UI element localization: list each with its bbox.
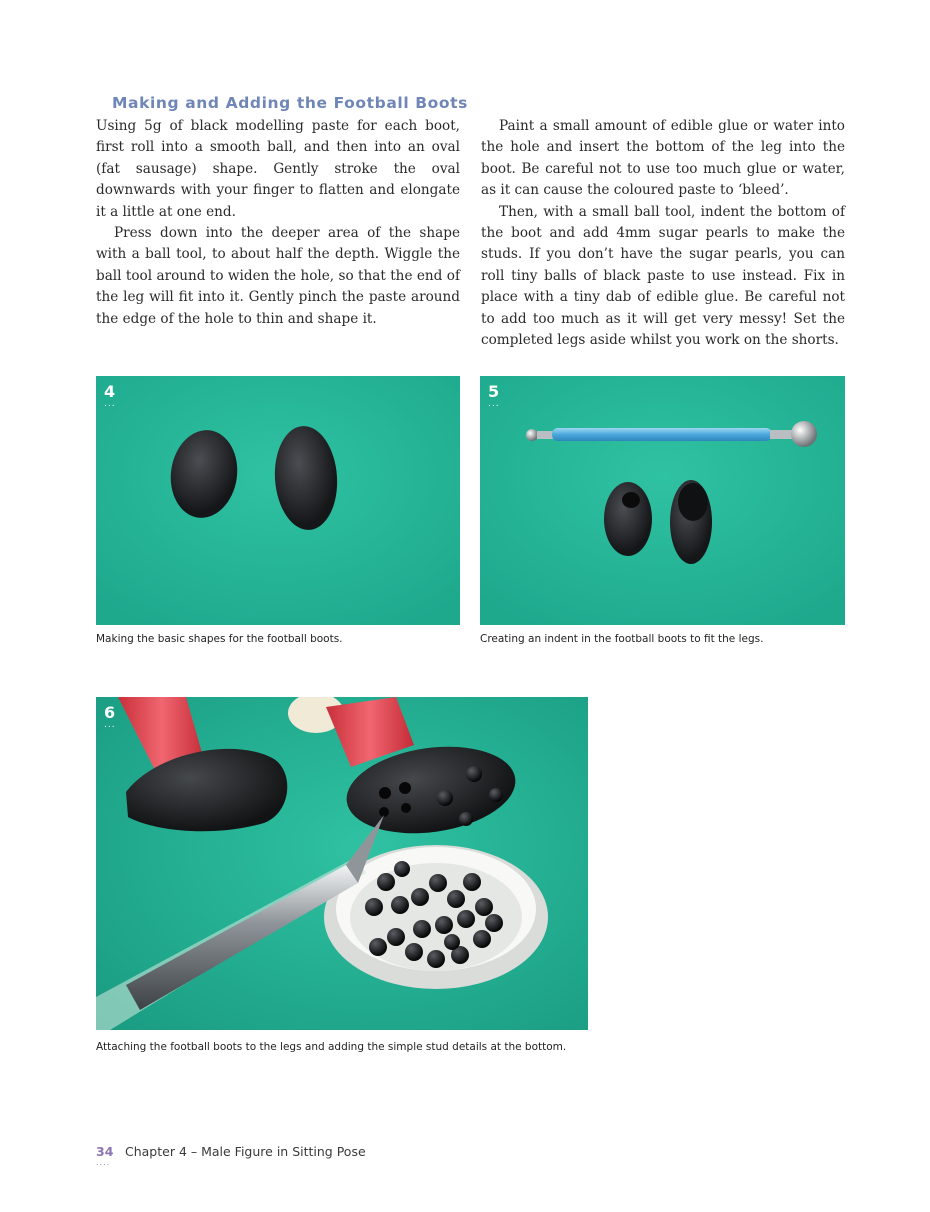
step-dots: ... [104,720,116,730]
ball-tool-and-boots-illustration [480,376,845,625]
page-number-dots: .... [96,1158,111,1167]
page-number: 34 [96,1144,114,1159]
boots-with-studs-illustration [96,697,588,1030]
paragraph: Using 5g of black modelling paste for each boot, first roll into a smooth ball, and then into an oval (fat sausage) shape. Gently stroke the oval downwards with your finger to flatten and elongate it a little at one end. [96,118,460,220]
step-number: 4 [104,382,116,401]
figure-caption: Attaching the football boots to the legs and adding the simple stud details at the bottom. [96,1041,567,1053]
body-column-right [481,116,845,351]
step-number: 5 [488,382,500,401]
body-column-left [96,116,460,330]
boot-shapes-illustration [96,376,460,625]
photo-step-6 [96,697,588,1030]
step-number: 6 [104,703,116,722]
section-heading: Making and Adding the Football Boots [112,94,468,112]
figure-caption: Creating an indent in the football boots to fit the legs. [480,633,764,645]
figure-caption: Making the basic shapes for the football boots. [96,633,343,645]
step-dots: ... [104,399,116,409]
paragraph: Paint a small amount of edible glue or water into the hole and insert the bottom of the leg into the boot. Be careful not to use too much glue or water, as it can cause the coloured paste to ‘bleed’. [481,118,845,199]
paragraph: Press down into the deeper area of the shape with a ball tool, to about half the depth. Wiggle the ball tool around to widen the hole, so that the end of the leg will fit into it. Gently pinch the paste around the edge of the hole to thin and shape it. [96,225,460,327]
paragraph: Then, with a small ball tool, indent the bottom of the boot and add 4mm sugar pearls to make the studs. If you don’t have the sugar pearls, you can roll tiny balls of black paste to use instead. Fix in place with a tiny dab of edible glue. Be careful not to add too much as it will get very messy! Set the completed legs aside whilst you work on the shorts. [481,203,845,349]
photo-step-5 [480,376,845,625]
chapter-title: Chapter 4 – Male Figure in Sitting Pose [125,1144,366,1159]
step-dots: ... [488,399,500,409]
photo-step-4 [96,376,460,625]
